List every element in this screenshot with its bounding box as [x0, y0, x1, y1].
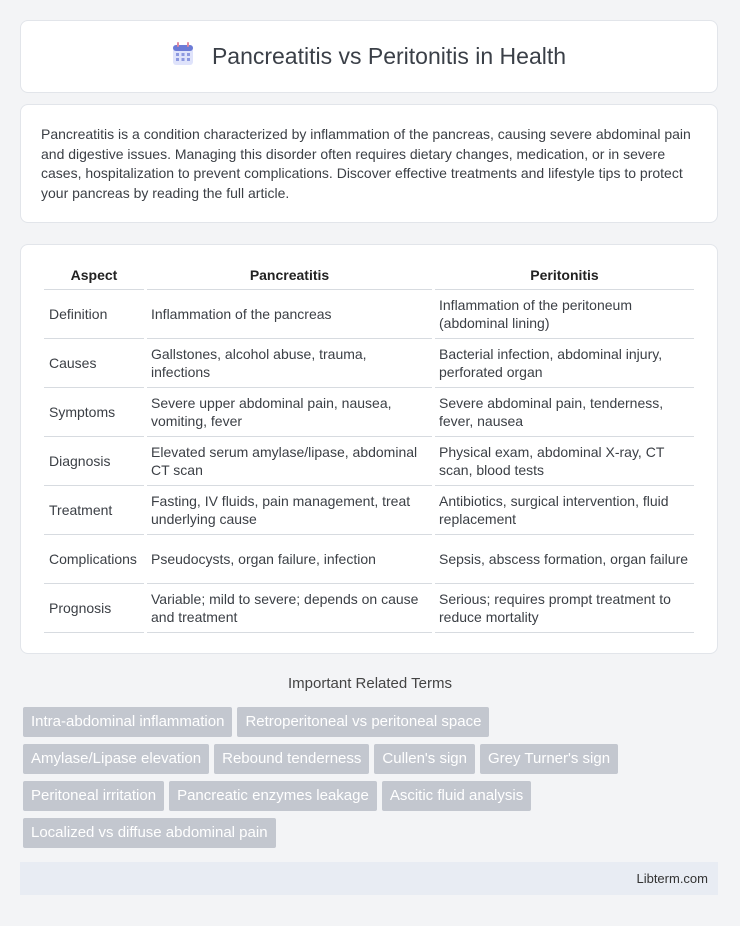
table-cell: Elevated serum amylase/lipase, abdominal CT scan [147, 437, 432, 486]
related-terms-list [23, 707, 703, 855]
page-header [20, 20, 718, 93]
table-cell: Symptoms [44, 388, 144, 437]
related-terms-title: Important Related Terms [288, 675, 452, 692]
table-cell: Gallstones, alcohol abuse, trauma, infections [147, 339, 432, 388]
table-cell: Fasting, IV fluids, pain management, treat underlying cause [147, 486, 432, 535]
page-title: Pancreatitis vs Peritonitis in Health [211, 43, 567, 69]
table-cell: Sepsis, abscess formation, organ failure [435, 535, 694, 584]
table-row [44, 535, 694, 584]
table-row [44, 339, 694, 388]
table-cell: Severe upper abdominal pain, nausea, vomiting, fever [147, 388, 432, 437]
term-tag[interactable]: Retroperitoneal vs peritoneal space [237, 707, 489, 737]
table-cell: Inflammation of the pancreas [147, 290, 432, 339]
table-cell: Physical exam, abdominal X-ray, CT scan, blood tests [435, 437, 694, 486]
term-tag[interactable]: Intra-abdominal inflammation [23, 707, 232, 737]
table-cell: Antibiotics, surgical intervention, fluid replacement [435, 486, 694, 535]
term-tag[interactable]: Pancreatic enzymes leakage [169, 781, 377, 811]
table-row [44, 388, 694, 437]
table-cell: Diagnosis [44, 437, 144, 486]
table-cell: Serious; requires prompt treatment to reduce mortality [435, 584, 694, 633]
table-cell: Variable; mild to severe; depends on cause and treatment [147, 584, 432, 633]
intro-text: Pancreatitis is a condition characterized by inflammation of the pancreas, causing severe abdominal pain and digestive issues. Managing this disorder often requires dietary changes, medication, or in severe cases, hospitalization to prevent complications. Discover effective treatments and lifestyle tips to protect your pancreas by reading the full article. [41, 126, 691, 201]
table-header-row [44, 261, 694, 290]
table-cell: Definition [44, 290, 144, 339]
table-row [44, 584, 694, 633]
table-cell: Complications [44, 535, 144, 584]
table-cell: Bacterial infection, abdominal injury, perforated organ [435, 339, 694, 388]
comparison-card [20, 244, 718, 654]
term-tag[interactable]: Ascitic fluid analysis [382, 781, 531, 811]
term-tag[interactable]: Grey Turner's sign [480, 744, 618, 774]
table-row [44, 486, 694, 535]
table-cell: Treatment [44, 486, 144, 535]
table-cell: Severe abdominal pain, tenderness, fever, nausea [435, 388, 694, 437]
intro-card [20, 104, 718, 223]
calendar-icon [172, 42, 194, 71]
table-row [44, 437, 694, 486]
footer [20, 862, 718, 895]
column-header: Peritonitis [435, 261, 694, 290]
table-cell: Inflammation of the peritoneum (abdominal lining) [435, 290, 694, 339]
table-cell: Causes [44, 339, 144, 388]
footer-site-link[interactable]: Libterm.com [636, 871, 708, 886]
comparison-table [41, 261, 697, 633]
table-cell: Prognosis [44, 584, 144, 633]
term-tag[interactable]: Cullen's sign [374, 744, 475, 774]
term-tag[interactable]: Peritoneal irritation [23, 781, 164, 811]
term-tag[interactable]: Amylase/Lipase elevation [23, 744, 209, 774]
table-row [44, 290, 694, 339]
term-tag[interactable]: Localized vs diffuse abdominal pain [23, 818, 276, 848]
term-tag[interactable]: Rebound tenderness [214, 744, 369, 774]
table-cell: Pseudocysts, organ failure, infection [147, 535, 432, 584]
column-header: Aspect [44, 261, 144, 290]
column-header: Pancreatitis [147, 261, 432, 290]
